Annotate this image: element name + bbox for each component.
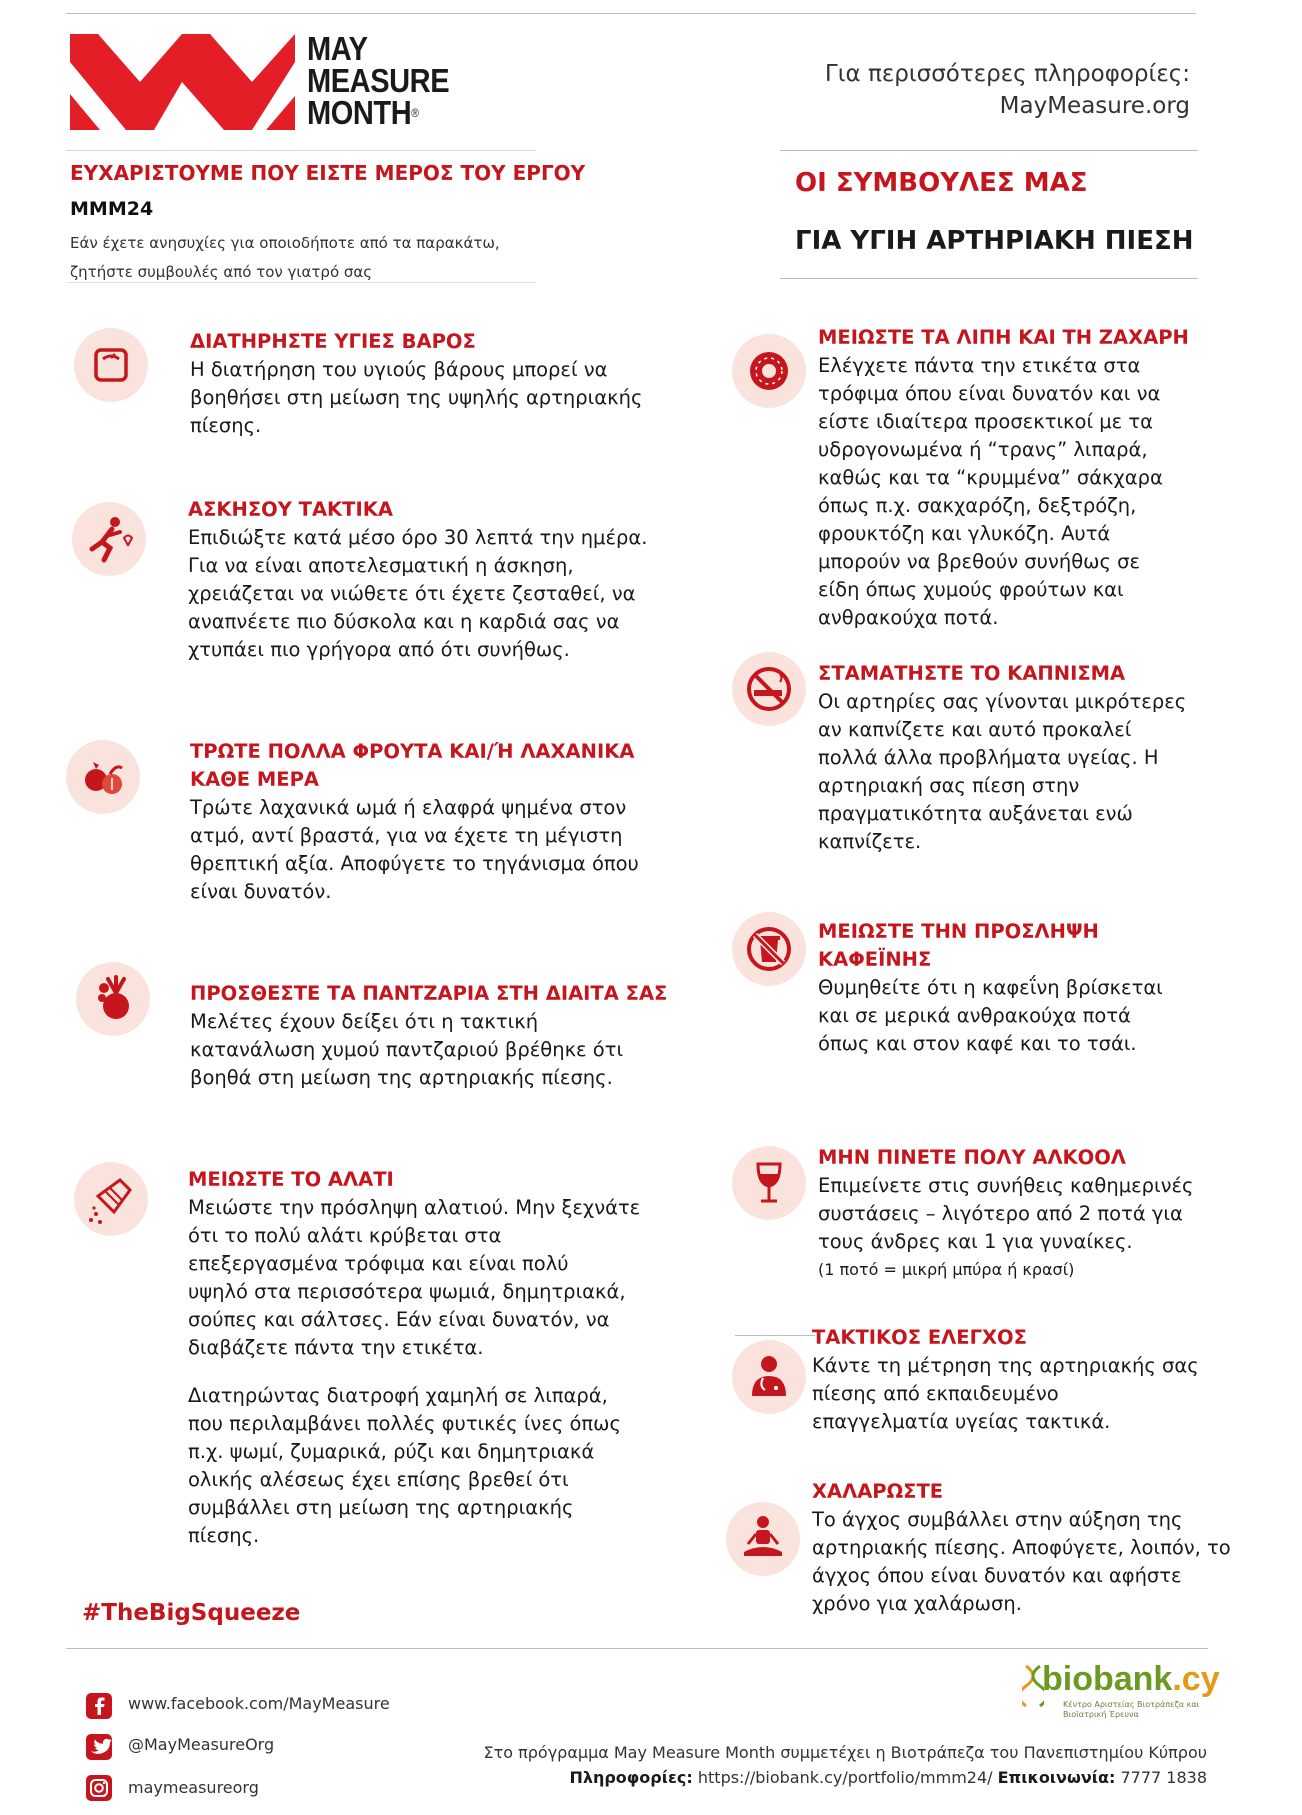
- salt-icon: [74, 1162, 148, 1236]
- tip-line: πολλά άλλα προβλήματα υγείας. Η: [818, 746, 1159, 769]
- tip-line: πραγματικότητα αυξάνεται ενώ: [818, 802, 1133, 825]
- hashtag[interactable]: #TheBigSqueeze: [82, 1600, 301, 1626]
- tip-line: Το άγχος συμβάλλει στην αύξηση της: [812, 1508, 1183, 1531]
- header-divider-right: [780, 150, 1198, 151]
- info-url[interactable]: https://biobank.cy/portfolio/mmm24/: [697, 1768, 993, 1787]
- tip-line: είναι δυνατόν.: [190, 880, 332, 903]
- checkup-divider: [735, 1335, 815, 1336]
- tip-healthy-weight: [190, 328, 670, 440]
- meditation-icon: [726, 1502, 800, 1576]
- tip-line: μπορούν να βρεθούν συνήθως σε: [818, 550, 1140, 573]
- tip-exercise: [188, 496, 668, 664]
- tip-line: επεξεργασμένα τρόφιμα και είναι πολύ: [188, 1252, 569, 1275]
- advice-title-2: ΓΙΑ ΥΓΙΗ ΑΡΤΗΡΙΑΚΗ ΠΙΕΣΗ: [795, 226, 1194, 256]
- tip-line: Επιδιώξτε κατά μέσο όρο 30 λεπτά την ημέρα.: [188, 526, 648, 549]
- donut-icon: [732, 334, 806, 408]
- tip-line: χρειάζεται να νιώθετε ότι έχετε ζεσταθεί, να: [188, 582, 636, 605]
- tip-title: ΜΕΙΩΣΤΕ ΤΗΝ ΠΡΟΣΛΗΨΗ: [818, 920, 1099, 943]
- tip-title: ΣΤΑΜΑΤΗΣΤΕ ΤΟ ΚΑΠΝΙΣΜΑ: [818, 662, 1126, 685]
- thanks-heading: ΕΥΧΑΡΙΣΤΟΥΜΕ ΠΟΥ ΕΙΣΤΕ ΜΕΡΟΣ ΤΟΥ ΕΡΓΟΥ: [70, 161, 586, 185]
- instagram-icon[interactable]: [86, 1775, 112, 1801]
- tip-line: σούπες και σάλτσες. Εάν είναι δυνατόν, να: [188, 1308, 610, 1331]
- tip-title: ΚΑΘΕ ΜΕΡΑ: [190, 768, 319, 791]
- program-note: Στο πρόγραμμα May Measure Month συμμετέχει η Βιοτράπεζα του Πανεπιστημίου Κύπρου: [483, 1743, 1207, 1762]
- concern-divider: [66, 282, 536, 283]
- tip-line: ολικής αλέσεως έχει επίσης βρεθεί ότι: [188, 1468, 569, 1491]
- tip-line: αναπνέετε πιο δύσκολα και η καρδιά σας να: [188, 610, 620, 633]
- tip-line: είδη όπως χυμούς φρούτων και: [818, 578, 1124, 601]
- tip-title: ΜΗΝ ΠΙΝΕΤΕ ΠΟΛΥ ΑΛΚΟΟΛ: [818, 1146, 1126, 1169]
- tip-line: ατμό, αντί βραστά, για να έχετε τη μέγιστη: [190, 824, 623, 847]
- tip-line: τρόφιμα όπου είναι δυνατόν και να: [818, 382, 1161, 405]
- top-divider: [66, 13, 1196, 14]
- mmm-logo-text: [307, 30, 450, 131]
- header-divider-left: [66, 150, 536, 151]
- tip-beetroot: [190, 980, 670, 1092]
- tip-line: άγχος όπου είναι δυνατόν και αφήστε: [812, 1564, 1182, 1587]
- tip-title: ΜΕΙΩΣΤΕ ΤΟ ΑΛΑΤΙ: [188, 1168, 394, 1191]
- tip-line: Διατηρώντας διατροφή χαμηλή σε λιπαρά,: [188, 1384, 608, 1407]
- scale-icon: [74, 328, 148, 402]
- logo-line-measure: MEASURE: [307, 62, 450, 99]
- tip-title: ΑΣΚΗΣΟΥ ΤΑΚΤΙΚΑ: [188, 498, 393, 521]
- tip-alcohol: [818, 1144, 1218, 1284]
- tip-line: Η διατήρηση του υγιούς βάρους μπορεί να: [190, 358, 608, 381]
- contact-phone[interactable]: 7777 1838: [1120, 1768, 1207, 1787]
- tip-title: ΚΑΦΕΪΝΗΣ: [818, 948, 932, 971]
- footer-divider: [66, 1648, 1208, 1649]
- tip-title: ΠΡΟΣΘΕΣΤΕ ΤΑ ΠΑΝΤΖΑΡΙΑ ΣΤΗ ΔΙΑΙΤΑ ΣΑΣ: [190, 982, 668, 1005]
- tip-line: συμβάλλει στη μείωση της αρτηριακής: [188, 1496, 574, 1519]
- tip-line: Οι αρτηρίες σας γίνονται μικρότερες: [818, 690, 1187, 713]
- tip-line: ανθρακούχα ποτά.: [818, 606, 999, 629]
- tip-line: υδρογονωμένα ή “τρανς” λιπαρά,: [818, 438, 1148, 461]
- tip-line: ότι το πολύ αλάτι κρύβεται στα: [188, 1224, 502, 1247]
- tip-line: χρόνο για χαλάρωση.: [812, 1592, 1022, 1615]
- tip-line: που περιλαμβάνει πολλές φυτικές ίνες όπως: [188, 1412, 621, 1435]
- tip-line: βοηθήσει στη μείωση της υψηλής αρτηριακής: [190, 386, 643, 409]
- more-info-link[interactable]: MayMeasure.org: [999, 93, 1190, 119]
- tip-line: επαγγελματία υγείας τακτικά.: [812, 1410, 1111, 1433]
- concern-line-2: ζητήστε συμβουλές από τον γιατρό σας: [70, 263, 373, 281]
- tip-line: Τρώτε λαχανικά ωμά ή ελαφρά ψημένα στον: [190, 796, 627, 819]
- tip-line: καθώς και τα “κρυμμένα” σάκχαρα: [818, 466, 1163, 489]
- logo-line-may: MAY: [307, 30, 368, 67]
- tip-line: τους άνδρες και 1 για γυναίκες.: [818, 1230, 1133, 1253]
- tip-fruits-vegetables: [190, 738, 670, 906]
- doctor-icon: [732, 1340, 806, 1414]
- tip-line: αν καπνίζετε και αυτό προκαλεί: [818, 718, 1132, 741]
- tip-line: καπνίζετε.: [818, 830, 922, 853]
- biobank-logo: biobank.cy: [1042, 1660, 1220, 1698]
- facebook-icon[interactable]: [86, 1693, 112, 1719]
- tip-line: π.χ. ψωμί, ζυμαρικά, ρύζι και δημητριακά: [188, 1440, 595, 1463]
- tip-caffeine: [818, 918, 1218, 1058]
- concern-note: [70, 229, 550, 287]
- contact-label: Επικοινωνία:: [997, 1768, 1116, 1787]
- tip-line: συστάσεις – λιγότερο από 2 ποτά για: [818, 1202, 1183, 1225]
- tip-line: βοηθά στη μείωση της αρτηριακής πίεσης.: [190, 1066, 613, 1089]
- tip-line: Κάντε τη μέτρηση της αρτηριακής σας: [812, 1354, 1199, 1377]
- more-info: [825, 58, 1190, 122]
- tip-stop-smoking: [818, 660, 1218, 856]
- dna-icon: [1022, 1664, 1044, 1708]
- tip-line: πίεσης.: [190, 414, 262, 437]
- mmm-logo-mark: [70, 34, 295, 130]
- tip-line: Επιμείνετε στις συνήθεις καθημερινές: [818, 1174, 1194, 1197]
- twitter-link[interactable]: @MayMeasureOrg: [128, 1735, 275, 1754]
- tip-line: κατανάλωση χυμού παντζαριού βρέθηκε ότι: [190, 1038, 624, 1061]
- no-coffee-icon: [732, 912, 806, 986]
- wine-glass-icon: [732, 1146, 806, 1220]
- tip-line: Ελέγχετε πάντα την ετικέτα στα: [818, 354, 1141, 377]
- tip-line: πίεσης.: [188, 1524, 260, 1547]
- tip-title: ΤΑΚΤΙΚΟΣ ΕΛΕΓΧΟΣ: [812, 1326, 1027, 1349]
- info-label: Πληροφορίες:: [569, 1768, 693, 1787]
- tip-line: φρουκτόζη και γλυκόζη. Αυτά: [818, 522, 1111, 545]
- tip-fats-sugar: [818, 324, 1218, 632]
- tip-line: είστε ιδιαίτερα προσεκτικοί με τα: [818, 410, 1154, 433]
- biobank-subtitle: Κέντρο Αριστείας Βιοτράπεζα και Βιοϊατρική Έρευνα: [1063, 1700, 1200, 1719]
- tip-line: αρτηριακής πίεσης. Αποφύγετε, λοιπόν, το: [812, 1536, 1231, 1559]
- tip-note: (1 ποτό = μικρή μπύρα ή κρασί): [818, 1260, 1075, 1279]
- logo-line-month: MONTH®: [307, 94, 419, 131]
- facebook-link[interactable]: www.facebook.com/MayMeasure: [128, 1694, 390, 1713]
- tip-title: ΜΕΙΩΣΤΕ ΤΑ ΛΙΠΗ ΚΑΙ ΤΗ ΖΑΧΑΡΗ: [818, 326, 1189, 349]
- beetroot-icon: [76, 962, 150, 1036]
- exercise-icon: [72, 502, 146, 576]
- tip-line: διαβάζετε πάντα την ετικέτα.: [188, 1336, 484, 1359]
- tip-title: ΤΡΩΤΕ ΠΟΛΛΑ ΦΡΟΥΤΑ ΚΑΙ/Ή ΛΑΧΑΝΙΚΑ: [190, 740, 635, 763]
- advice-divider: [780, 278, 1198, 279]
- tip-line: όπως π.χ. σακχαρόζη, δεξτρόζη,: [818, 494, 1137, 517]
- no-smoking-icon: [732, 652, 806, 726]
- tip-line: θρεπτική αξία. Αποφύγετε το τηγάνισμα όπου: [190, 852, 639, 875]
- tip-line: υψηλό στα περισσότερα ψωμιά, δημητριακά,: [188, 1280, 626, 1303]
- fruit-icon: [66, 740, 140, 814]
- tip-line: χτυπάει πιο γρήγορα από ότι συνήθως.: [188, 638, 570, 661]
- tip-title: ΧΑΛΑΡΩΣΤΕ: [812, 1480, 944, 1503]
- tip-relax: [812, 1478, 1262, 1618]
- tip-line: Μελέτες έχουν δείξει ότι η τακτική: [190, 1010, 539, 1033]
- twitter-icon[interactable]: [86, 1734, 112, 1760]
- tip-line: και σε μερικά ανθρακούχα ποτά: [818, 1004, 1131, 1027]
- advice-title-1: ΟΙ ΣΥΜΒΟΥΛΕΣ ΜΑΣ: [795, 168, 1088, 198]
- instagram-link[interactable]: maymeasureorg: [128, 1778, 259, 1797]
- more-info-label: Για περισσότερες πληροφορίες:: [824, 61, 1190, 87]
- program-contact: [569, 1768, 1207, 1787]
- tip-salt: [188, 1166, 678, 1550]
- tip-line: όπως και στον καφέ και το τσάι.: [818, 1032, 1137, 1055]
- tip-line: Θυμηθείτε ότι η καφεΐνη βρίσκεται: [818, 976, 1163, 999]
- tip-line: αρτηριακή σας πίεση στην: [818, 774, 1080, 797]
- campaign-code: MMM24: [70, 198, 154, 220]
- tip-line: Μειώστε την πρόσληψη αλατιού. Μην ξεχνάτε: [188, 1196, 641, 1219]
- tip-line: Για να είναι αποτελεσματική η άσκηση,: [188, 554, 574, 577]
- tip-line: πίεσης από εκπαιδευμένο: [812, 1382, 1059, 1405]
- tip-checkup: [812, 1324, 1212, 1436]
- concern-line-1: Εάν έχετε ανησυχίες για οποιοδήποτε από τα παρακάτω,: [70, 234, 500, 252]
- tip-title: ΔΙΑΤΗΡΗΣΤΕ ΥΓΙΕΣ ΒΑΡΟΣ: [190, 330, 476, 353]
